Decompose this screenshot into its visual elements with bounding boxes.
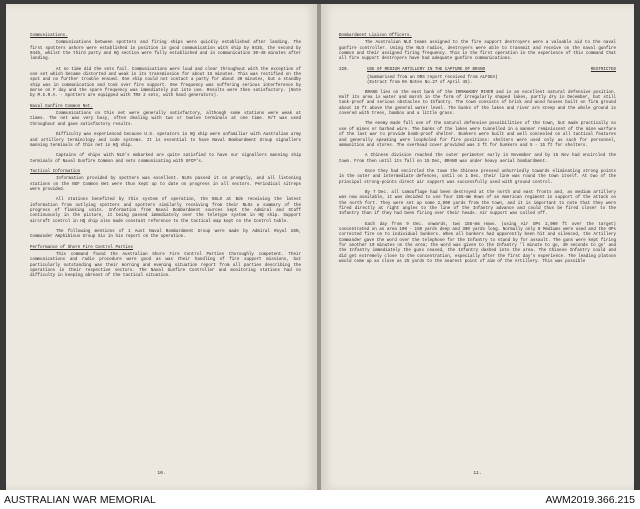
section-extract: (Extract from RA Notes No.27 of April 45). [367, 81, 473, 86]
paragraph: Each day from 9 Dec. onwards, two 155-mm Hows. (using Air OPs 2,000 ft over the target) concentrated on an area 100 - 150 yards deep and 300 yards long. Normally only 8 Mediums were used and the OPs corrected fire on to individual bunkers. When all bunkers had apparently been hit and silenced, the Artillery Commander gave the word over the telephone for the Infantry to stand by for assault. The guns were kept firing for another 10 minutes on the area; the word was given to the Infantry 'l minute to go, 30 seconds to go' and the Infantry immediately the guns ceased, the Infantry dashed into the area. The Chinese Infantry could and did get extremely close to the concentration, especially after the first day's experience. The leading platoon would come up as close as 25 yards to the nearest point of aim of the Artillery. This was possible [339, 222, 616, 265]
archive-id: AWM2019.366.215 [545, 494, 635, 506]
liaison-officers-heading: Bombardment Liaison Officers. [339, 34, 412, 38]
shore-fire-control-heading: Performance of Shore Fire Control Parties [30, 245, 134, 250]
tactical-information-heading: Tactical Information [30, 169, 81, 174]
paragraph: The Australian NLO teams assigned to the fire support destroyers were a valuable aid to the naval gunfire controller. Using the NLO radios, destroyers were able to transmit and receive on the naval gunfire common and their assigned firing frequency. This is the first operation in the experience of this command that all fire support destroyers have had adequate gunfire communications. [339, 41, 616, 62]
section-source: (Summarised from an ORS report received from ALFSEA) [367, 76, 498, 81]
paragraph: The enemy made full use of the natural defensive possibilities of the town, but made practically no use of mines or barbed wire. The banks of the lakes were tunnelled in a manner reminiscent of the mine warfare of the last war to provide bomb-proof shelter. Bunkers were built and well concealed on all tactical features and generally speaking were loopholed for fire positions: shelters were used only as such for personnel, ammunition and stores. The overhead cover provided was 3 ft for bunkers and 5 - 15 ft for shelters. [339, 122, 616, 148]
page-number: 11. [473, 470, 482, 476]
left-page [6, 4, 317, 490]
restricted-marking: RESTRICTED [590, 67, 616, 72]
paragraph: This command found the Australian Shore Fire Control Parties thoroughly competent. Their communications and radio procedure were good as was their handling of fire support missions, but particularly outstanding was their morning and evening situation report from all parties describing the operations in their respective sectors. The Naval Gunfire Controller and monitoring stations had no difficulty in keeping abreast of the tactical situation. [30, 253, 301, 279]
paragraph: Captains of ships with NLO's embarked are quite satisfied to have our signallers manning ship terminals of Naval Gunfire Common and sets communicating with SFCP's. [30, 154, 301, 164]
paragraph: Communications between spotters and firing ships were quickly established after landing. The first spotters ashore were established in position in good communication with ship by 0435, the second by 0445, whilst the third party and HQ section were fully established and in communication 30-40 minutes after landing. [30, 41, 301, 62]
naval-gunfire-net-heading: Naval Gunfire Common Net. [30, 104, 93, 109]
paragraph: By 7 Dec. all camouflage had been destroyed at the north and east fronts and, as medium artillery was now available, it was decided to use four 155-mm Hows of an American regiment in support of the attack on the north fort. They were set up some 2,000 yards from the town, and it is important to note that they were fired directly at right angles to the line of the Infantry advance and could thus be fired closer to the Infantry than if they had been firing over their heads. Air support was called off. [339, 190, 616, 217]
paragraph: Communications on this net were generally satisfactory, although some stations were weak at times. The net was very busy, often dealing with two or twelve terminals at one time. R/T was used throughout and gave satisfactory results. [30, 112, 301, 127]
right-page [321, 4, 634, 490]
section-header [339, 68, 616, 73]
paragraph: A Chinese division reached the outer perimeter early in November and by 15 Nov had encircled the town. From then until its fall on 15 Dec, BRANO was under heavy aerial bombardment. [339, 154, 616, 164]
paragraph: Information provided by spotters was excellent. NLOs passed it on promptly, and all listening stations on the NGF Common Net were thus kept up to date on progress in all sectors. Periodical sitreps were provided. [30, 177, 301, 192]
section-number: 220. [339, 67, 350, 72]
communications-heading: Communications. [30, 34, 68, 38]
archive-name: AUSTRALIAN WAR MEMORIAL [4, 494, 156, 506]
page-number: 10. [157, 470, 166, 476]
archive-footer [0, 490, 640, 509]
paragraph: Once they had encircled the town the Chinese pressed unhurriedly towards eliminating strong points in the outer and intermediate defences, until on 1 Dec. their line was round the town itself. At two of the principal strong-points direct air support was successfully used with ground control. [339, 169, 616, 185]
paragraph: Difficulty was experienced because U.S. operators in HQ ship were unfamiliar with Australian army and artillery terminology and code systems. It is essential to have Naval Bombardment Group signallers manning terminals of this net in HQ ship. [30, 133, 301, 148]
paragraph: The following mentions of 1 Aust Naval Bombardment Group were made by Admiral Royal USN, Commander Amphibious Group Six in his report on the operation. [30, 229, 301, 240]
paragraph: At no time did the sets fail. Communications were loud and clear throughout with the exception of one set which became distorted and weak in its transmission for about 15 minutes. This was rectified on the spot and no further trouble ensued. One ship could not contact a party for about 30 minutes, but a standby ship was in communication and took over fire support. One frequency was suffering serious interference by morse on F day and the spare frequency was immediately put into use. Results were then satisfactory. (Note by M.G.R.A. - Spotters are equipped with TRX 2 sets, with hand generators). [30, 67, 301, 99]
section-title: USE OF MEDIUM ARTILLERY IN THE CAPTURE OF BRANO [367, 67, 486, 72]
paragraph: All stations benefited by this system of operation, the NGLO at Bde receiving the latest information from outlying spotters and spotters similarly receiving from their NLOs a summary of the progress of flanking units. Information from Naval Bombardment sources kept the Admiral and Staff continuously in the picture, it being passed immediately over the teletype system in HQ ship. Support aircraft control in HQ ship also made constant reference to the tactical map kept on the Control table. [30, 198, 301, 224]
paragraph: BRANO lies on the east bank of the IRRAWADDY RIVER and is an excellent natural defensive position. Half its area is water and marsh in the form of irregularly shaped lakes, partly dry in December, but still tank-proof and serious obstacles to Infantry. The town consists of brick and wood houses built on firm ground about 15 ft above the general water level. The banks of the lakes and river are steep and the whole ground is covered with trees, bamboo and a little grass. [339, 90, 616, 117]
